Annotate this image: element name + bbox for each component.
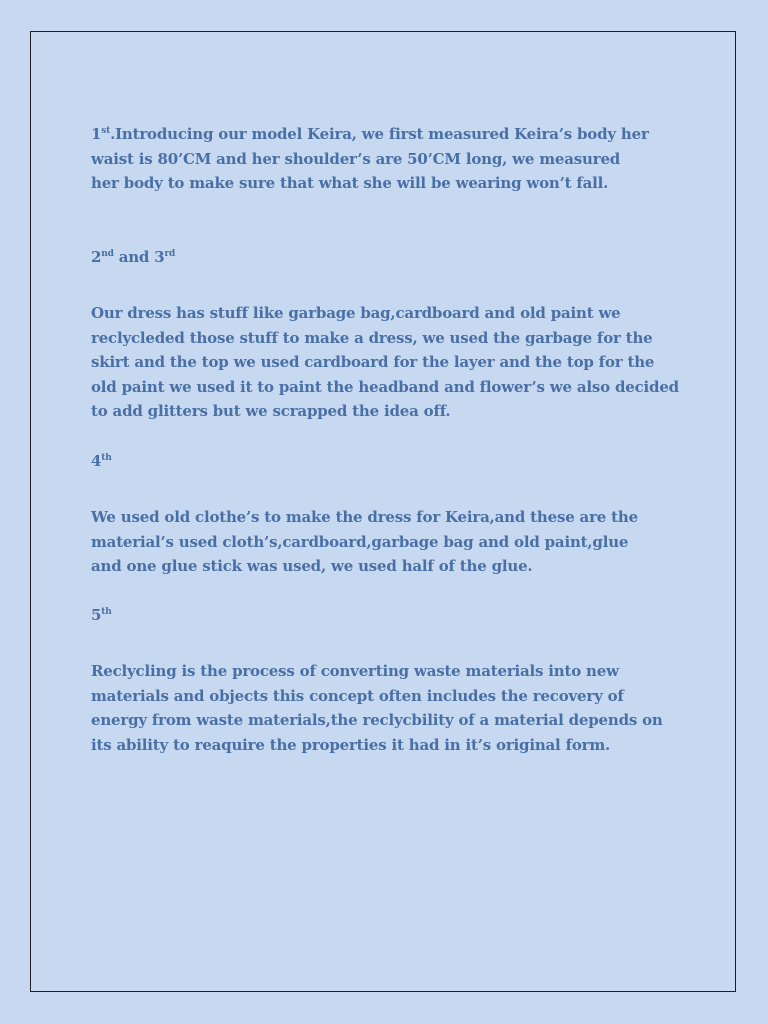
ordinal-suffix: st	[101, 126, 111, 136]
paragraph-4: Reclycling is the process of converting waste materials into new materials and objects this concept often includes the recovery of energy from waste materials,the reclycbility of a material depends on its ability to reaquire the properties it had in it’s original form.	[91, 662, 663, 754]
paragraph-3: We used old clothe’s to make the dress for Keira,and these are the material’s used cloth’s,cardboard,garbage bag and old paint,glue and one glue stick was used, we used half of the glue.	[91, 508, 638, 575]
ordinal-number: 5	[91, 605, 102, 624]
ordinal-suffix: nd	[101, 248, 114, 259]
ordinal-suffix: th	[101, 606, 112, 617]
heading-2-and-3	[91, 245, 691, 270]
paragraph-text: .Introducing our model Keira, we first measured Keira’s body her waist is 80’CM and her shoulder’s are 50’CM long, we measured her body to make sure that what she will be wearing won’t fall.	[91, 125, 649, 192]
heading-conjunction: and	[113, 247, 155, 266]
ordinal-number: 2	[91, 247, 102, 266]
heading-4	[91, 449, 691, 474]
document-body	[91, 122, 691, 757]
paragraph-2: Our dress has stuff like garbage bag,cardboard and old paint we reclycleded those stuff to make a dress, we used the garbage for the skirt and the top we used cardboard for the layer and the top for the old paint we used it to paint the headband and flower’s we also decided to add glitters but we scrapped the idea off.	[91, 304, 679, 420]
heading-5	[91, 603, 691, 628]
ordinal-number: 1	[91, 125, 102, 143]
ordinal-number: 4	[91, 451, 102, 470]
ordinal-suffix: rd	[164, 248, 176, 259]
ordinal-suffix: th	[101, 452, 112, 463]
ordinal-number: 3	[154, 247, 165, 266]
paragraph-1	[91, 122, 651, 196]
